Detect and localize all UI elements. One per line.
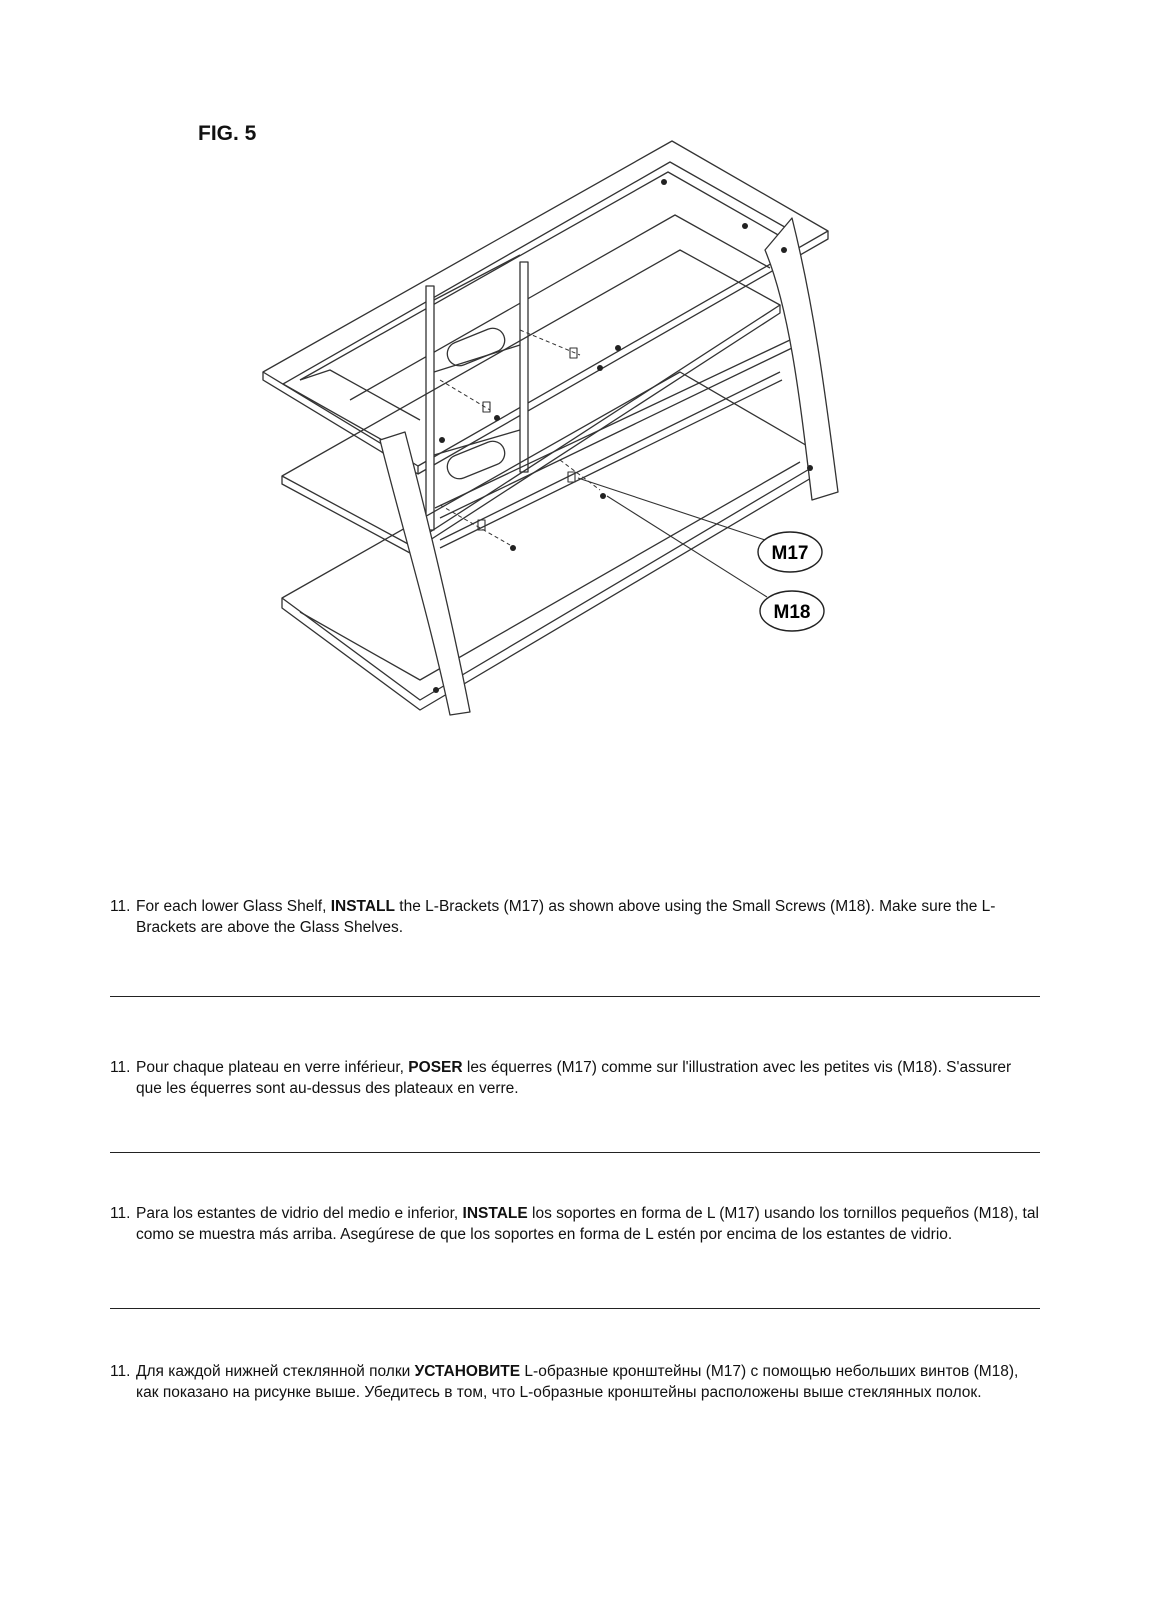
callout-m18-label: M18 (773, 602, 811, 623)
callout-m18 (760, 591, 824, 631)
step-number: 11. (110, 1205, 131, 1222)
top-glass-shelf (263, 141, 828, 474)
step-number: 11. (110, 898, 131, 915)
step-number: 11. (110, 1363, 131, 1380)
step-french (110, 1057, 1040, 1099)
step-action: INSTALL (330, 898, 395, 915)
step-action: УСТАНОВИТЕ (414, 1363, 521, 1380)
right-curved-leg (765, 218, 838, 500)
step-number: 11. (110, 1059, 131, 1076)
step-spanish (110, 1203, 1040, 1245)
step-text: Для каждой нижней стеклянной полки УСТАНОВИТЕ L-образные кронштейны (M17) с помощью небольших винтов (M18), как показано на рисунке выше. Убедитесь в том, что L-образные кронштейны расположены выше стеклянных полок. (136, 1363, 1019, 1401)
step-english (110, 896, 1040, 938)
step-russian (110, 1361, 1040, 1403)
step-text: Para los estantes de vidrio del medio e inferior, INSTALE los soportes en forma de L (M17) usando los tornillos pequeños (M18), tal como se muestra más arriba. Asegúrese de que los soportes en forma de L estén por encima de los estantes de vidrio. (136, 1205, 1039, 1243)
left-curved-leg (380, 432, 470, 715)
divider (110, 1308, 1040, 1309)
step-action: POSER (408, 1059, 463, 1076)
figure-title: FIG. 5 (198, 122, 257, 145)
callout-m17 (758, 532, 822, 572)
divider (110, 996, 1040, 997)
step-text: Pour chaque plateau en verre inférieur, POSER les équerres (M17) comme sur l'illustration avec les petites vis (M18). S'assurer que les équerres sont au-dessus des plateaux en verre. (136, 1059, 1012, 1097)
callout-m17-label: M17 (771, 543, 809, 564)
tv-stand-assembly-diagram (0, 0, 1164, 760)
step-text: For each lower Glass Shelf, INSTALL the L-Brackets (M17) as shown above using the Small Screws (M18). Make sure the L-Brackets are above the Glass Shelves. (136, 898, 996, 936)
divider (110, 1152, 1040, 1153)
step-action: INSTALE (462, 1205, 528, 1222)
